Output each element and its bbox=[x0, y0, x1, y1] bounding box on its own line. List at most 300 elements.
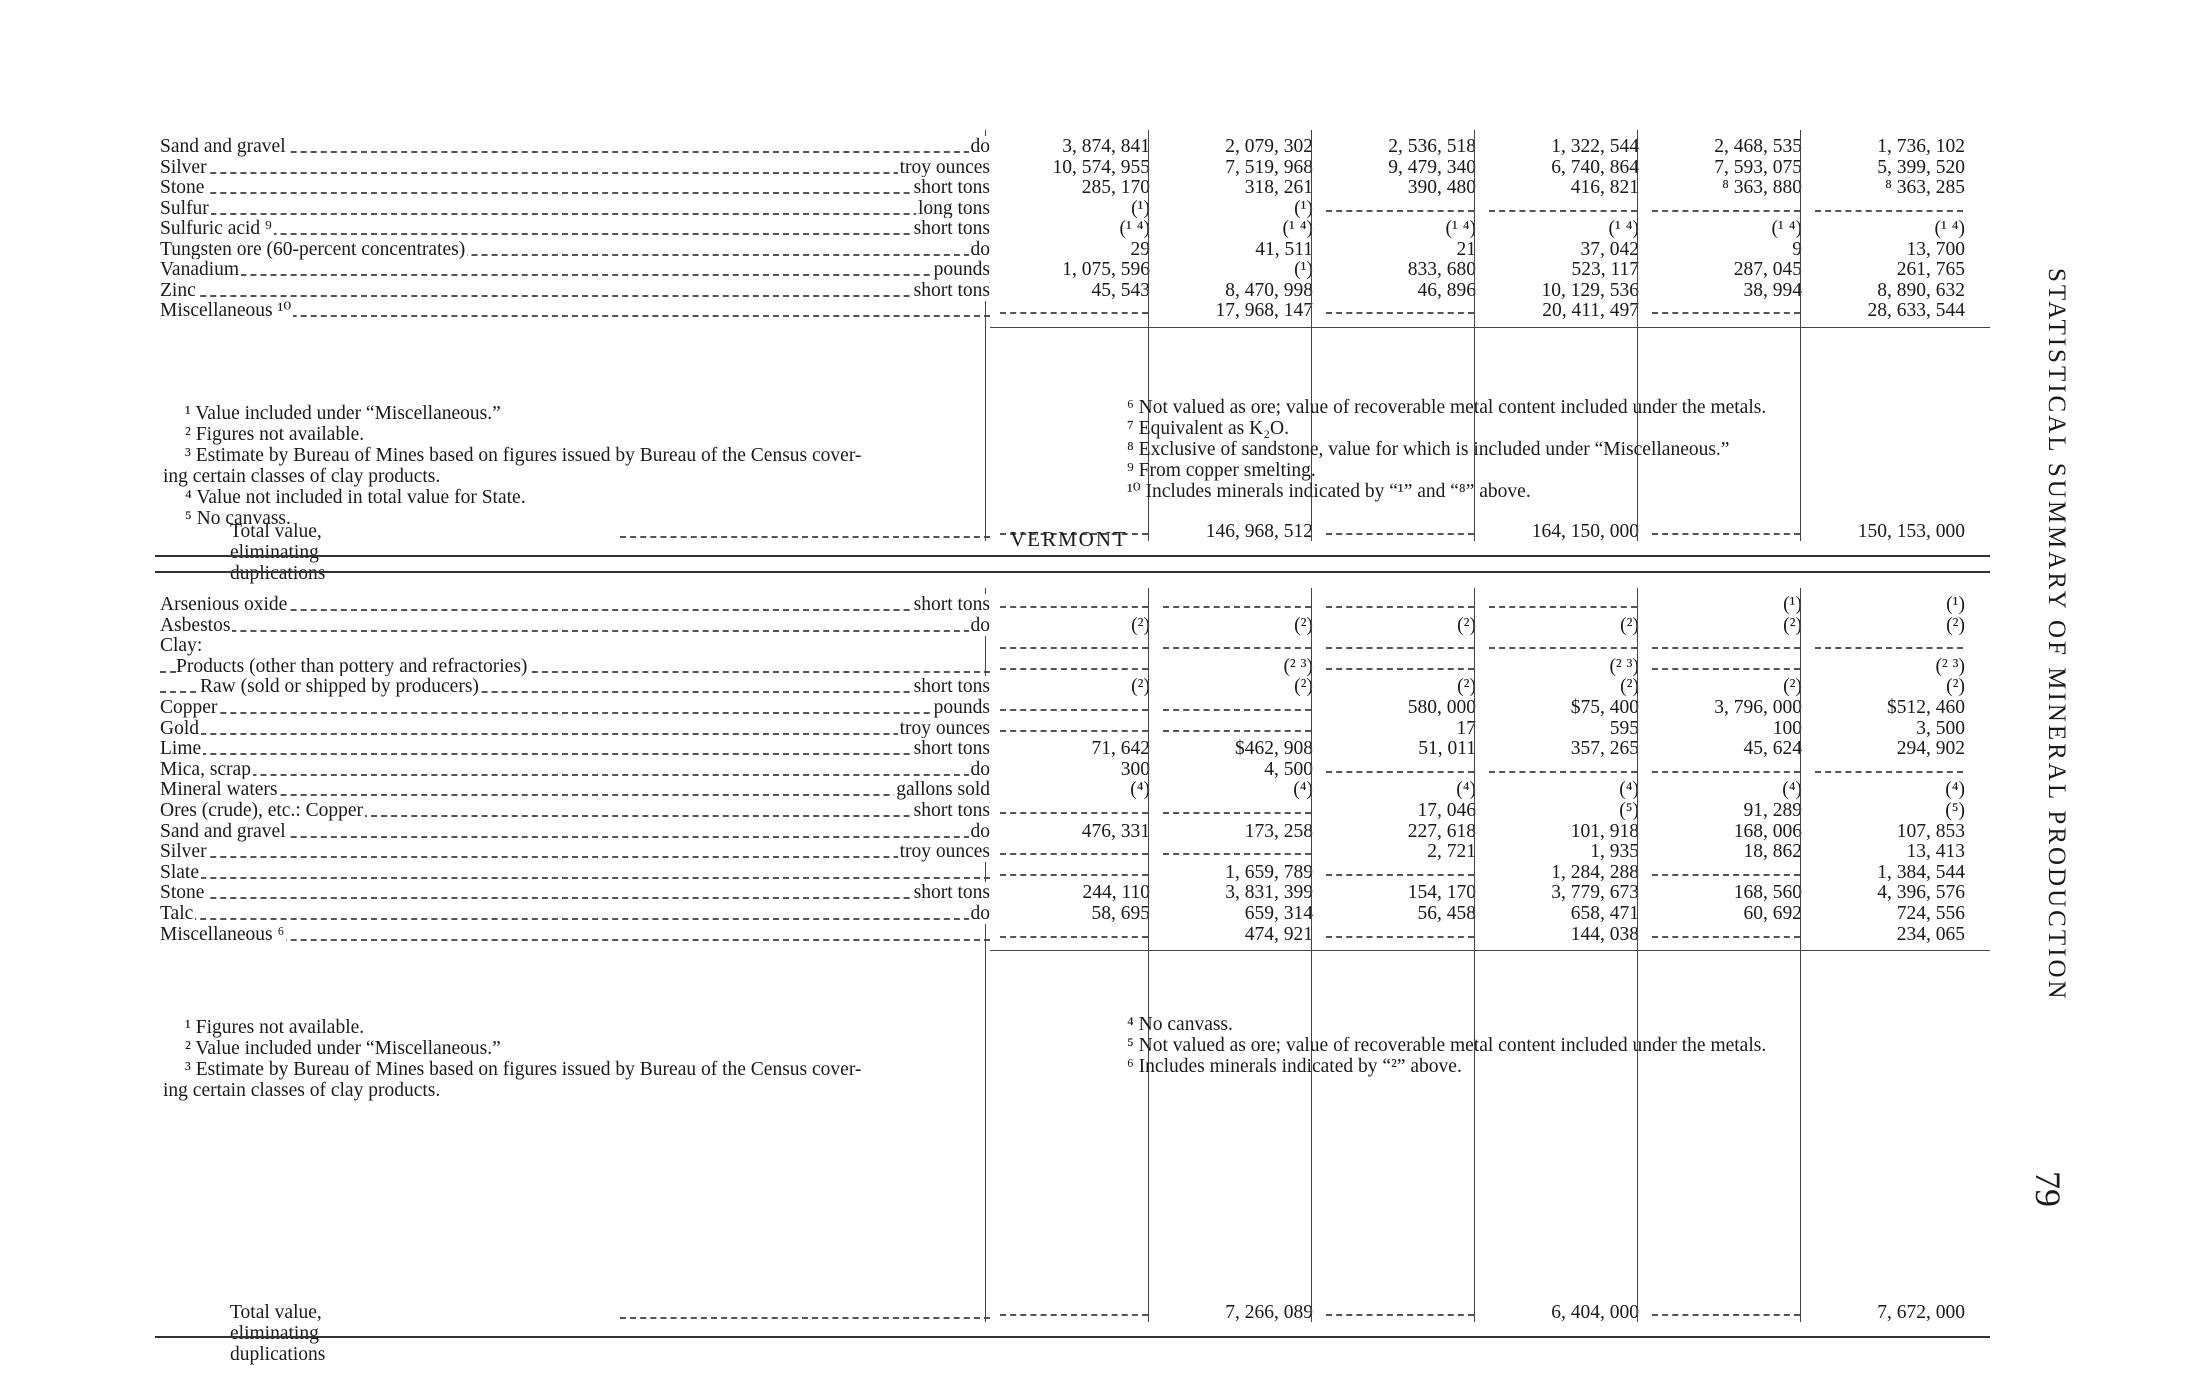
value-cell bbox=[1489, 198, 1637, 212]
value-cell: (¹ ⁴) bbox=[1445, 218, 1476, 239]
item-name: Stone bbox=[160, 177, 205, 198]
value-cell: ⁸ 363, 880 bbox=[1722, 177, 1802, 198]
value-cell: 1, 284, 288 bbox=[1551, 861, 1639, 883]
value-cell: 294, 902 bbox=[1896, 738, 1965, 760]
value-cell bbox=[1163, 718, 1311, 732]
value-cell: (¹) bbox=[1294, 259, 1313, 280]
footnote: ⁸ Exclusive of sandstone, value for which is included under “Miscellaneous.” bbox=[1127, 439, 1730, 460]
value-cell: 168, 560 bbox=[1733, 882, 1802, 904]
item-unit: troy ounces bbox=[899, 841, 990, 863]
value-cell: 51, 011 bbox=[1418, 738, 1476, 760]
item-name: Miscellaneous ⁶ bbox=[160, 923, 285, 945]
total-value: 146, 968, 512 bbox=[1205, 520, 1313, 542]
total-rule bbox=[990, 327, 1990, 328]
value-cell: 2, 468, 535 bbox=[1714, 136, 1802, 157]
table-row bbox=[160, 177, 1990, 198]
value-cell: 261, 765 bbox=[1896, 259, 1965, 280]
value-cell: (⁴) bbox=[1456, 779, 1476, 801]
column-rule bbox=[1637, 588, 1638, 1322]
value-cell: 17 bbox=[1456, 717, 1476, 739]
item-name: Silver bbox=[160, 156, 207, 178]
item-name: Miscellaneous ¹⁰ bbox=[160, 300, 292, 321]
footnote: ⁷ Equivalent as K₂O. bbox=[1127, 418, 1289, 439]
value-cell bbox=[1489, 594, 1637, 608]
row-label bbox=[160, 136, 990, 157]
item-unit: gallons sold bbox=[896, 779, 990, 801]
total-value bbox=[1326, 521, 1474, 535]
footnote: ⁶ Not valued as ore; value of recoverable metal content included under the metals. bbox=[1127, 397, 1767, 418]
value-cell: (¹ ⁴) bbox=[1282, 218, 1313, 239]
table-row bbox=[160, 136, 1990, 157]
value-cell: 476, 331 bbox=[1081, 820, 1150, 842]
value-cell: 7, 519, 968 bbox=[1225, 156, 1313, 178]
value-cell: 724, 556 bbox=[1896, 903, 1965, 924]
row-label bbox=[160, 259, 990, 280]
table-row bbox=[160, 882, 1990, 903]
table-row bbox=[160, 157, 1990, 178]
footnote: ¹ Value included under “Miscellaneous.” bbox=[185, 403, 501, 424]
value-cell: (²) bbox=[1294, 676, 1313, 698]
item-name: Lime bbox=[160, 738, 202, 760]
value-cell: 3, 779, 673 bbox=[1551, 882, 1639, 904]
row-label bbox=[160, 594, 990, 615]
value-cell bbox=[1163, 841, 1311, 855]
table-row bbox=[160, 280, 1990, 301]
item-name: Raw (sold or shipped by producers) bbox=[200, 676, 479, 698]
value-cell: (²) bbox=[1131, 614, 1150, 636]
item-name: Clay: bbox=[160, 635, 203, 657]
row-label bbox=[160, 177, 990, 198]
value-cell: (² ³) bbox=[1935, 655, 1965, 677]
total-value bbox=[1000, 1302, 1148, 1316]
table-row bbox=[160, 738, 1990, 759]
top-rule bbox=[155, 571, 1990, 573]
item-name: Vanadium bbox=[160, 259, 240, 280]
value-cell: 45, 543 bbox=[1091, 279, 1150, 301]
total-value: 7, 672, 000 bbox=[1877, 1302, 1965, 1324]
value-cell bbox=[1000, 800, 1148, 814]
item-unit: pounds bbox=[933, 259, 990, 280]
column-rule bbox=[1148, 588, 1149, 1322]
table-row bbox=[160, 656, 1990, 677]
footnote: ³ Estimate by Bureau of Mines based on figures issued by Bureau of the Census cover- bbox=[185, 1059, 862, 1080]
value-cell: 2, 721 bbox=[1427, 841, 1476, 863]
bottom-rule bbox=[155, 555, 1990, 557]
value-cell: 60, 692 bbox=[1743, 903, 1802, 924]
total-value: 6, 404, 000 bbox=[1551, 1302, 1639, 1324]
table-row bbox=[160, 676, 1990, 697]
value-cell: 244, 110 bbox=[1082, 882, 1150, 904]
table-row bbox=[160, 218, 1990, 239]
value-cell: 46, 896 bbox=[1417, 279, 1476, 301]
value-cell: 101, 918 bbox=[1570, 820, 1639, 842]
table-row bbox=[160, 841, 1990, 862]
value-cell: (¹) bbox=[1783, 594, 1802, 615]
value-cell: 3, 796, 000 bbox=[1714, 697, 1802, 718]
value-cell: (⁴) bbox=[1619, 779, 1639, 801]
total-value: 7, 266, 089 bbox=[1225, 1302, 1313, 1324]
item-unit: short tons bbox=[913, 279, 990, 301]
value-cell: (¹ ⁴) bbox=[1119, 218, 1150, 239]
value-cell bbox=[1326, 198, 1474, 212]
leader-dots bbox=[160, 753, 990, 755]
item-name: Stone bbox=[160, 882, 205, 904]
leader-dots bbox=[160, 918, 990, 920]
total-label: Total value, eliminating duplications bbox=[230, 520, 326, 584]
value-cell: 523, 117 bbox=[1571, 259, 1639, 280]
value-cell: (⁴) bbox=[1945, 779, 1965, 801]
footnote: ⁹ From copper smelting. bbox=[1127, 460, 1316, 481]
column-rule bbox=[1474, 588, 1475, 1322]
footnote: ing certain classes of clay products. bbox=[163, 466, 441, 487]
table-row bbox=[160, 198, 1990, 219]
footnote: ⁴ Value not included in total value for State. bbox=[185, 487, 526, 508]
table-row bbox=[160, 821, 1990, 842]
value-cell: $75, 400 bbox=[1570, 697, 1639, 718]
value-cell: 658, 471 bbox=[1570, 903, 1639, 924]
value-cell: (² ³) bbox=[1283, 655, 1313, 677]
value-cell: (²) bbox=[1131, 676, 1150, 698]
total-dots bbox=[620, 1317, 990, 1319]
value-cell: 1, 322, 544 bbox=[1551, 136, 1639, 157]
value-cell: (² ³) bbox=[1609, 655, 1639, 677]
table-row bbox=[160, 300, 1990, 321]
value-cell: (⁴) bbox=[1130, 779, 1150, 801]
leader-dots bbox=[160, 274, 990, 276]
total-value bbox=[1326, 1302, 1474, 1316]
value-cell bbox=[1000, 300, 1148, 314]
value-cell: $462, 908 bbox=[1235, 738, 1313, 760]
value-cell bbox=[1326, 759, 1474, 773]
footnotes-1-right bbox=[1105, 397, 2005, 502]
value-cell bbox=[1326, 594, 1474, 608]
value-cell bbox=[1163, 594, 1311, 608]
leader-dots bbox=[160, 877, 990, 879]
value-cell: 285, 170 bbox=[1081, 177, 1150, 198]
footnote: ¹⁰ Includes minerals indicated by “¹” and “⁸” above. bbox=[1127, 481, 1531, 502]
row-label bbox=[160, 800, 990, 821]
value-cell: 1, 075, 596 bbox=[1062, 259, 1150, 280]
value-cell: 107, 853 bbox=[1896, 820, 1965, 842]
value-cell: 1, 736, 102 bbox=[1877, 136, 1965, 157]
value-cell: 58, 695 bbox=[1091, 903, 1150, 924]
value-cell: 168, 006 bbox=[1733, 820, 1802, 842]
column-rule bbox=[1311, 588, 1312, 1322]
running-head bbox=[2040, 268, 2080, 1068]
item-unit: short tons bbox=[913, 800, 990, 821]
value-cell bbox=[1000, 841, 1148, 855]
item-unit: do bbox=[970, 614, 990, 636]
value-cell bbox=[1000, 697, 1148, 711]
leader-dots bbox=[160, 794, 990, 796]
value-cell bbox=[1163, 697, 1311, 711]
item-unit: do bbox=[970, 758, 990, 780]
row-label bbox=[160, 759, 990, 780]
row-label bbox=[160, 779, 990, 800]
item-unit: long tons bbox=[917, 197, 990, 219]
table-row bbox=[160, 594, 1990, 615]
state-heading: VERMONT bbox=[1010, 527, 1128, 551]
value-cell: (¹) bbox=[1294, 197, 1313, 219]
row-label bbox=[160, 218, 990, 239]
value-cell: 2, 079, 302 bbox=[1225, 136, 1313, 157]
item-name: Asbestos bbox=[160, 614, 231, 636]
value-cell bbox=[1326, 300, 1474, 314]
value-cell bbox=[1652, 759, 1800, 773]
row-label bbox=[160, 903, 990, 924]
item-unit: short tons bbox=[913, 676, 990, 698]
value-cell: 100 bbox=[1772, 717, 1802, 739]
item-unit: short tons bbox=[913, 882, 990, 904]
value-cell bbox=[1815, 635, 1963, 649]
item-unit: do bbox=[970, 903, 990, 924]
bottom-rule bbox=[155, 1336, 1990, 1338]
value-cell: (²) bbox=[1620, 614, 1639, 636]
value-cell: 45, 624 bbox=[1743, 738, 1802, 760]
value-cell: 6, 740, 864 bbox=[1551, 156, 1639, 178]
table-row bbox=[160, 615, 1990, 636]
value-cell bbox=[1163, 800, 1311, 814]
total-value: 164, 150, 000 bbox=[1531, 520, 1639, 542]
leader-dots bbox=[160, 172, 990, 174]
table-row bbox=[160, 697, 1990, 718]
value-cell bbox=[1489, 759, 1637, 773]
value-cell: ⁸ 363, 285 bbox=[1885, 177, 1965, 198]
value-cell bbox=[1652, 924, 1800, 938]
row-label bbox=[160, 300, 990, 321]
item-name: Products (other than pottery and refractories) bbox=[176, 655, 528, 677]
footnote: ³ Estimate by Bureau of Mines based on figures issued by Bureau of the Census cover- bbox=[185, 445, 862, 466]
footnotes-2-left bbox=[163, 1017, 1063, 1101]
item-name: Tungsten ore (60-percent concentrates) bbox=[160, 238, 466, 260]
value-cell: (²) bbox=[1620, 676, 1639, 698]
value-cell bbox=[1652, 862, 1800, 876]
value-cell: 4, 396, 576 bbox=[1877, 882, 1965, 904]
leader-dots bbox=[160, 712, 990, 714]
value-cell bbox=[1652, 656, 1800, 670]
item-name: Copper bbox=[160, 697, 218, 718]
item-unit: short tons bbox=[913, 218, 990, 239]
value-cell: 38, 994 bbox=[1743, 279, 1802, 301]
value-cell: 91, 289 bbox=[1743, 800, 1802, 821]
footnote: ing certain classes of clay products. bbox=[163, 1080, 441, 1101]
value-cell: (²) bbox=[1946, 614, 1965, 636]
value-cell: 56, 458 bbox=[1417, 903, 1476, 924]
value-cell: 8, 890, 632 bbox=[1877, 279, 1965, 301]
value-cell: 659, 314 bbox=[1244, 903, 1313, 924]
table-row bbox=[160, 862, 1990, 883]
item-name: Silver bbox=[160, 841, 207, 863]
leader-dots bbox=[160, 897, 990, 899]
leader-dots bbox=[160, 192, 990, 194]
value-cell: 3, 831, 399 bbox=[1225, 882, 1313, 904]
value-cell: (⁴) bbox=[1782, 779, 1802, 801]
footnotes-1-left bbox=[163, 403, 1063, 529]
value-cell bbox=[1815, 759, 1963, 773]
table-row bbox=[160, 718, 1990, 739]
item-name: Sand and gravel bbox=[160, 136, 286, 157]
value-cell: 227, 618 bbox=[1407, 820, 1476, 842]
value-cell: 17, 046 bbox=[1417, 800, 1476, 821]
value-cell bbox=[1652, 300, 1800, 314]
item-name: Ores (crude), etc.: Copper bbox=[160, 800, 364, 821]
item-name: Talc bbox=[160, 903, 194, 924]
leader-dots bbox=[160, 295, 990, 297]
value-cell: $512, 460 bbox=[1887, 697, 1965, 718]
row-label bbox=[160, 656, 990, 677]
value-cell: (¹ ⁴) bbox=[1934, 218, 1965, 239]
value-cell: 71, 642 bbox=[1091, 738, 1150, 760]
row-label bbox=[160, 862, 990, 883]
column-rule bbox=[1800, 588, 1801, 1322]
value-cell: 17, 968, 147 bbox=[1215, 300, 1313, 321]
value-cell: 416, 821 bbox=[1570, 177, 1639, 198]
row-label bbox=[160, 635, 990, 656]
value-cell: 10, 129, 536 bbox=[1541, 279, 1639, 301]
row-label bbox=[160, 697, 990, 718]
table-row bbox=[160, 924, 1990, 945]
leader-dots bbox=[160, 856, 990, 858]
value-cell: 28, 633, 544 bbox=[1867, 300, 1965, 321]
value-cell bbox=[1000, 635, 1148, 649]
row-label bbox=[160, 676, 990, 697]
item-name: Sand and gravel bbox=[160, 820, 286, 842]
item-name: Mica, scrap bbox=[160, 758, 251, 780]
total-value: 150, 153, 000 bbox=[1857, 520, 1965, 542]
value-cell bbox=[1326, 862, 1474, 876]
value-cell: (⁵) bbox=[1945, 800, 1965, 821]
value-cell: (¹ ⁴) bbox=[1771, 218, 1802, 239]
value-cell: 3, 500 bbox=[1916, 717, 1965, 739]
row-label bbox=[160, 280, 990, 301]
value-cell: 8, 470, 998 bbox=[1225, 279, 1313, 301]
value-cell: 154, 170 bbox=[1407, 882, 1476, 904]
value-cell: 173, 258 bbox=[1244, 820, 1313, 842]
value-cell: 20, 411, 497 bbox=[1542, 300, 1639, 321]
item-unit: short tons bbox=[913, 177, 990, 198]
item-unit: short tons bbox=[913, 594, 990, 615]
value-cell: 21 bbox=[1456, 238, 1476, 260]
value-cell: (⁵) bbox=[1619, 800, 1639, 821]
value-cell: (²) bbox=[1946, 676, 1965, 698]
value-cell: (¹) bbox=[1946, 594, 1965, 615]
leader-dots bbox=[160, 630, 990, 632]
total-value bbox=[1652, 1302, 1800, 1316]
running-head-text: STATISTICAL SUMMARY OF MINERAL PRODUCTION bbox=[2043, 268, 2070, 1002]
value-cell: 390, 480 bbox=[1407, 177, 1476, 198]
page-number: 79 bbox=[2028, 1171, 2068, 1207]
value-cell: 1, 659, 789 bbox=[1225, 861, 1313, 883]
table-row bbox=[160, 903, 1990, 924]
value-cell: 37, 042 bbox=[1580, 238, 1639, 260]
item-unit: do bbox=[970, 136, 990, 157]
value-cell: 29 bbox=[1130, 238, 1150, 260]
footnote: ⁵ No canvass. bbox=[185, 508, 291, 529]
value-cell: 2, 536, 518 bbox=[1388, 136, 1476, 157]
value-cell bbox=[1326, 924, 1474, 938]
value-cell: (²) bbox=[1457, 676, 1476, 698]
value-cell: (²) bbox=[1783, 676, 1802, 698]
value-cell: 318, 261 bbox=[1244, 177, 1313, 198]
table-row bbox=[160, 635, 1990, 656]
item-name: Sulfuric acid ⁹ bbox=[160, 218, 272, 239]
value-cell bbox=[1000, 924, 1148, 938]
item-name: Mineral waters bbox=[160, 779, 278, 801]
leader-dots bbox=[160, 213, 990, 215]
value-cell: 474, 921 bbox=[1244, 923, 1313, 945]
value-cell: (²) bbox=[1294, 614, 1313, 636]
table-row bbox=[160, 759, 1990, 780]
value-cell bbox=[1326, 635, 1474, 649]
footnote: ⁴ No canvass. bbox=[1127, 1014, 1233, 1035]
value-cell: 9, 479, 340 bbox=[1388, 156, 1476, 178]
value-cell: (¹) bbox=[1131, 197, 1150, 219]
footnote: ⁵ Not valued as ore; value of recoverable metal content included under the metals. bbox=[1127, 1035, 1767, 1056]
value-cell: 13, 413 bbox=[1906, 841, 1965, 863]
row-label bbox=[160, 615, 990, 636]
value-cell: 300 bbox=[1120, 758, 1150, 780]
footnotes-2-right bbox=[1105, 1014, 2005, 1077]
value-cell bbox=[1163, 635, 1311, 649]
value-cell: 10, 574, 955 bbox=[1052, 156, 1150, 178]
table-row bbox=[160, 259, 1990, 280]
total-dots bbox=[620, 536, 990, 538]
value-cell bbox=[1652, 198, 1800, 212]
footnote: ¹ Figures not available. bbox=[185, 1017, 365, 1038]
item-name: Arsenious oxide bbox=[160, 594, 288, 615]
value-cell: (²) bbox=[1783, 614, 1802, 636]
value-cell: 357, 265 bbox=[1570, 738, 1639, 760]
total-value bbox=[1652, 521, 1800, 535]
row-label bbox=[160, 198, 990, 219]
value-cell: 833, 680 bbox=[1407, 259, 1476, 280]
value-cell: 580, 000 bbox=[1407, 697, 1476, 718]
table-row bbox=[160, 779, 1990, 800]
value-cell: 9 bbox=[1792, 238, 1802, 260]
row-label bbox=[160, 239, 990, 260]
total-rule bbox=[990, 950, 1990, 951]
value-cell: 234, 065 bbox=[1896, 923, 1965, 945]
value-cell: (¹ ⁴) bbox=[1608, 218, 1639, 239]
total-label: Total value, eliminating duplications bbox=[230, 1302, 326, 1366]
row-label bbox=[160, 157, 990, 178]
item-unit: do bbox=[970, 820, 990, 842]
item-unit: short tons bbox=[913, 738, 990, 760]
table-row bbox=[160, 800, 1990, 821]
row-label bbox=[160, 821, 990, 842]
value-cell: 287, 045 bbox=[1733, 259, 1802, 280]
leader-dots bbox=[160, 233, 990, 235]
leader-dots bbox=[160, 774, 990, 776]
value-cell bbox=[1326, 656, 1474, 670]
value-cell bbox=[1489, 635, 1637, 649]
value-cell bbox=[1000, 718, 1148, 732]
value-cell: (⁴) bbox=[1293, 779, 1313, 801]
leader-dots bbox=[160, 733, 990, 735]
value-cell: 595 bbox=[1609, 717, 1639, 739]
footnote: ² Figures not available. bbox=[185, 424, 365, 445]
value-cell: 5, 399, 520 bbox=[1877, 156, 1965, 178]
row-label bbox=[160, 738, 990, 759]
value-cell bbox=[1652, 635, 1800, 649]
item-unit: troy ounces bbox=[899, 156, 990, 178]
value-cell bbox=[1000, 862, 1148, 876]
item-unit: troy ounces bbox=[899, 717, 990, 739]
item-name: Sulfur bbox=[160, 197, 209, 219]
value-cell bbox=[1000, 656, 1148, 670]
row-label bbox=[160, 718, 990, 739]
value-cell: 1, 384, 544 bbox=[1877, 861, 1965, 883]
